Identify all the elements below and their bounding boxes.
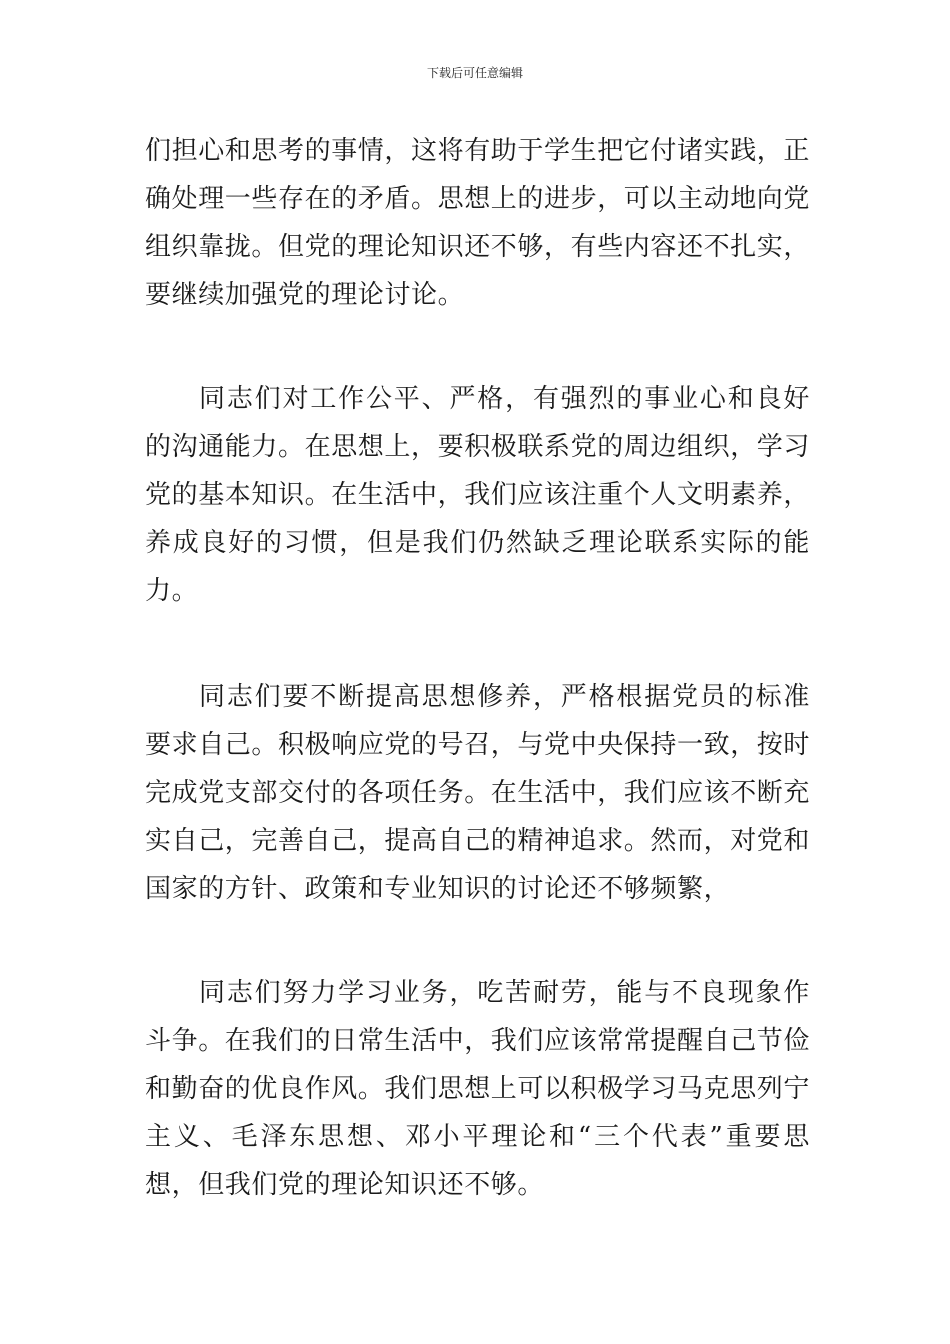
paragraph-2: 同志们对工作公平、严格，有强烈的事业心和良好的沟通能力。在思想上，要积极联系党的周边组织，学习党的基本知识。在生活中，我们应该注重个人文明素养，养成良好的习惯，但是我们仍然缺乏理论联系实际的能力。 xyxy=(145,384,811,606)
document-body xyxy=(145,127,810,1209)
page-header: 下载后可任意编辑 xyxy=(426,66,523,80)
paragraph-1: 们担心和思考的事情，这将有助于学生把它付诸实践，正确处理一些存在的矛盾。思想上的进步，可以主动地向党组织靠拢。但党的理论知识还不够，有些内容还不扎实，要继续加强党的理论讨论。 xyxy=(145,136,811,310)
paragraph-4: 同志们努力学习业务，吃苦耐劳，能与不良现象作斗争。在我们的日常生活中，我们应该常常提醒自己节俭和勤奋的优良作风。我们思想上可以积极学习马克思列宁主义、毛泽东思想、邓小平理论和“三个代表”重要思想，但我们党的理论知识还不够。 xyxy=(145,978,811,1200)
paragraph-3: 同志们要不断提高思想修养，严格根据党员的标准要求自己。积极响应党的号召，与党中央保持一致，按时完成党支部交付的各项任务。在生活中，我们应该不断充实自己，完善自己，提高自己的精神追求。然而，对党和国家的方针、政策和专业知识的讨论还不够频繁， xyxy=(145,682,811,904)
